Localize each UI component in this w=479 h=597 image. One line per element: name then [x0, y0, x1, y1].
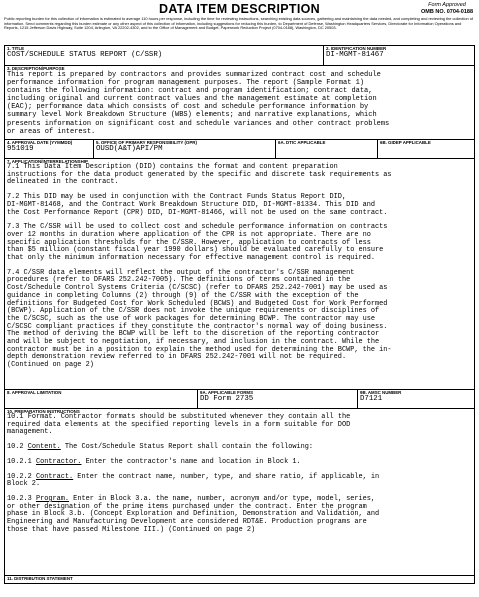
block-2-label: 2. IDENTIFICATION NUMBER — [326, 46, 387, 51]
row-approval — [5, 139, 474, 158]
block-2-identification — [323, 46, 474, 65]
paragraph-10-1 — [7, 414, 472, 437]
block-6b-label: 6B. GIDEP APPLICABLE — [380, 140, 431, 145]
form-title: DATA ITEM DESCRIPTION — [159, 2, 320, 16]
paragraph-10-2-1 — [7, 459, 472, 467]
block-3-label: 3. DESCRIPTION/PURPOSE — [7, 66, 65, 71]
block-7-label: 7. APPLICATION/INTERRELATIONSHIP — [7, 159, 88, 164]
block-5-label: 5. OFFICE OF PRIMARY RESPONSIBILITY (OPR) — [96, 140, 197, 145]
block-11-distribution — [5, 576, 474, 583]
paragraph-10-2-number: 10.2 — [7, 443, 24, 452]
paragraph-10-2-1-heading: Contractor. — [35, 457, 82, 466]
block-4-approval-date — [5, 140, 93, 158]
row-distribution — [5, 575, 474, 583]
block-6a-dtic — [275, 140, 377, 158]
row-description — [5, 65, 474, 139]
form-approved-text: Form Approved — [428, 2, 466, 8]
burden-notice: Public reporting burden for this collection of information is estimated to average 110 hours per response, including the time for reviewing instructions, searching existing data sources, gathering and maintaining the data needed, and completing and reviewing the collection of information. Send comments regarding this burden estimate or any other aspect of this collection of information, including suggestions for reducing this burden, to Department of Defense, Washington Headquarters Services, Directorate for Information Operations and Reports, 1215 Jefferson Davis Highway, Suite 1204, Arlington, VA 22202-4302, and to the Office of Management and Budget, Paperwork Reduction Project (0704-0188), Washington, DC 20503. — [4, 17, 474, 31]
block-6b-gidep — [377, 140, 474, 158]
block-9a-applicable-forms — [197, 390, 357, 408]
form-approval — [421, 2, 473, 15]
title-value: COST/SCHEDULE STATUS REPORT (C/SSR) — [7, 51, 163, 59]
paragraph-10-2-3-heading: Program. — [35, 494, 70, 503]
block-1-label: 1. TITLE — [7, 46, 25, 51]
paragraph-10-2-text: The Cost/Schedule Status Report shall contain the following: — [60, 443, 314, 452]
identification-number: DI-MGMT-81467 — [326, 51, 384, 59]
paragraph-10-2 — [7, 444, 472, 452]
form-grid — [4, 45, 475, 584]
paragraph-10-2-3-text: Enter in Block 3.a. the name, number, acronym and/or type, model, series, or other designation of the prime items purchased under the contract. Enter the program phase in Block 3.b. (Concept Exploration and Definition, Demonstration and Validation, and Engineering and Manufacturing Development are considered RDT&E. Production programs are those that have passed Milestone III.) (Continued on page 2) — [7, 494, 380, 534]
paragraph-10-2-1-text: Enter the contractor's name and location in Block 1. — [81, 457, 301, 466]
row-forms — [5, 389, 474, 408]
block-6a-label: 6A. DTIC APPLICABLE — [278, 140, 326, 145]
omb-number: OMB NO. 0704-0188 — [421, 8, 473, 15]
paragraph-10-2-2 — [7, 474, 472, 489]
block-8-label: 8. APPROVAL LIMITATION — [7, 390, 62, 395]
paragraph-10-2-1-number: 10.2.1 — [7, 457, 32, 466]
opr-value: OUSD(A&T)API/PM — [96, 145, 163, 153]
paragraph-10-2-3-number: 10.2.3 — [7, 494, 32, 503]
paragraph-10-1-text: Contractor formats should be substituted whenever they contain all the required data elements at the specified reporting levels in a form suitable for DOD management. — [7, 413, 351, 437]
block-10-label: 10. PREPARATION INSTRUCTIONS — [7, 409, 80, 414]
block-9b-amsc — [357, 390, 474, 408]
paragraph-7-1: 7.1 This Data Item Description (DID) contains the format and content preparation instructions for the data product generated by the specific and discrete task requirements as delineated in the contract. — [7, 163, 392, 187]
paragraph-10-2-heading: Content. — [27, 443, 61, 452]
block-1-title — [5, 46, 323, 65]
paragraph-10-2-2-text: Enter the contract name, number, type, and share ratio, if applicable, in Block 2. — [7, 472, 380, 489]
paragraph-10-1-heading: Format. — [27, 413, 57, 421]
paragraph-10-2-2-heading: Contract. — [35, 472, 74, 481]
row-title — [5, 46, 474, 65]
paragraph-10-2-3 — [7, 496, 472, 535]
row-application — [5, 158, 474, 389]
description-text: This report is prepared by contractors and provides summarized contract cost and schedule performance information for program management purposes. The report (Sample Format 1) contains the following information: contract and program identification; contract data, including original and current contract values and the management estimate at completion (EAC); performance data which consists of cost and schedule performance information by summary level Work Breakdown Structure (WBS) elements; and narrative explanations, which presents information on significant cost and schedule variances and other contract problems or areas of interest. — [7, 71, 390, 136]
block-7-application — [5, 159, 474, 389]
paragraph-10-1-number: 10.1 — [7, 413, 24, 421]
block-3-description — [5, 66, 474, 139]
paragraph-7-4: 7.4 C/SSR data elements will reflect the output of the contractor's C/SSR management procedures (refer to DFARS 252.242-7005). The definitions of terms contained in the Cost/Schedule Control Systems Criteria (C/SCSC) (refer to DFARS 252.242-7001) may be used as guidance in completing Columns (2) through (9) of the C/SSR with the exception of the definitions for Budgeted Cost for Work Scheduled (BCWS) and Budgeted Cost for Work Performed (BCWP). Application of the C/SSR does not invoke the unique requirements or disciplines of the C/SCSC, such as the use of work packages for determining BCWP. The contractor may use C/SCSC compliant practices if they constitute the contractor's normal way of doing business. The method of deriving the BCWP will be left to the discretion of the reporting contractor and will be subject to negotiation, if necessary, and inclusion in the contract. While the contractor must be in a position to explain the method used for determining the BCWP, the in- depth demonstration review referred to in DFARS 252.242-7001 will not be required. (Continued on page 2) — [7, 268, 392, 370]
paragraph-10-2-2-number: 10.2.2 — [7, 472, 32, 481]
block-8-approval-limitation — [5, 390, 197, 408]
block-9a-label: 9A. APPLICABLE FORMS — [200, 390, 254, 395]
block-10-preparation — [5, 409, 474, 575]
row-preparation — [5, 408, 474, 575]
block-5-opr — [93, 140, 275, 158]
amsc-number: D7121 — [360, 395, 383, 403]
block-9b-label: 9B. AMSC NUMBER — [360, 390, 402, 395]
applicable-forms-value: DD Form 2735 — [200, 395, 254, 403]
paragraph-7-2: 7.2 This DID may be used in conjunction with the Contract Funds Status Report DID, DI-MGMT-81468, and the Contract Work Breakdown Structure DID, DI-MGMT-81334. This DID and the Cost Performance Report (CPR) DID, DI-MGMT-81466, will not be used on the same contract. — [7, 193, 388, 217]
form-header — [4, 2, 475, 16]
paragraph-7-3: 7.3 The C/SSR will be used to collect cost and schedule performance information on contracts over 12 months in duration where application of the CPR is not appropriate. There are no specific application thresholds for the C/SSR. However, application to contracts of less than $5 million (constant fiscal year 1990 dollars) should be evaluated carefully to ensure that only the minimum information necessary for effective management control is required. — [7, 223, 388, 263]
block-4-label: 4. APPROVAL DATE (YYMMDD) — [7, 140, 73, 145]
approval-date: 951019 — [7, 145, 34, 153]
block-11-label: 11. DISTRIBUTION STATEMENT — [7, 576, 73, 581]
